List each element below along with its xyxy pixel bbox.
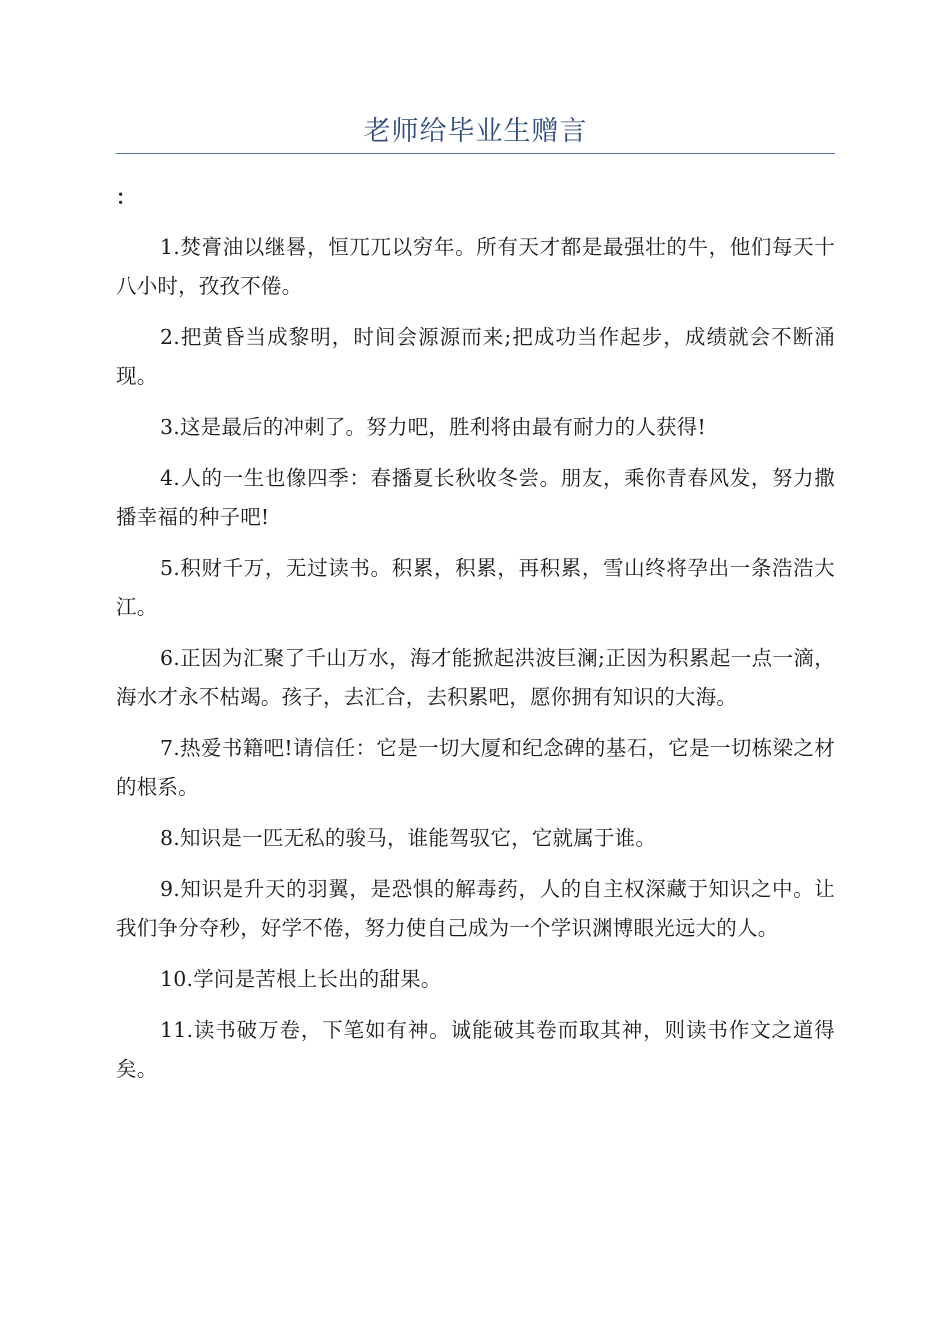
paragraph-6: 6.正因为汇聚了千山万水，海才能掀起洪波巨澜;正因为积累起一点一滴，海水才永不枯竭。孩子，去汇合，去积累吧，愿你拥有知识的大海。	[116, 646, 835, 709]
paragraph-1: 1.焚膏油以继晷，恒兀兀以穷年。所有天才都是最强壮的牛，他们每天十八小时，孜孜不倦。	[116, 235, 835, 298]
paragraph-4: 4.人的一生也像四季：春播夏长秋收冬尝。朋友，乘你青春风发，努力撒播幸福的种子吧!	[116, 466, 835, 529]
paragraph-7: 7.热爱书籍吧!请信任：它是一切大厦和纪念碑的基石，它是一切栋梁之材的根系。	[116, 736, 835, 799]
title-underline	[116, 153, 835, 154]
paragraph-11: 11.读书破万卷，下笔如有神。诚能破其卷而取其神，则读书作文之道得矣。	[116, 1018, 835, 1081]
paragraph-5: 5.积财千万，无过读书。积累，积累，再积累，雪山终将孕出一条浩浩大江。	[116, 556, 835, 619]
paragraph-9: 9.知识是升天的羽翼，是恐惧的解毒药，人的自主权深藏于知识之中。让我们争分夺秒，好学不倦，努力使自己成为一个学识渊博眼光远大的人。	[116, 877, 835, 940]
lead-colon: ：	[116, 185, 136, 209]
paragraph-3: 3.这是最后的冲刺了。努力吧，胜利将由最有耐力的人获得!	[160, 415, 706, 439]
paragraph-2: 2.把黄昏当成黎明，时间会源源而来;把成功当作起步，成绩就会不断涌现。	[116, 325, 835, 388]
document-body	[116, 228, 835, 1101]
document-title: 老师给毕业生赠言	[363, 116, 588, 147]
paragraph-8: 8.知识是一匹无私的骏马，谁能驾驭它，它就属于谁。	[160, 826, 657, 850]
paragraph-10: 10.学问是苦根上长出的甜果。	[160, 967, 442, 991]
